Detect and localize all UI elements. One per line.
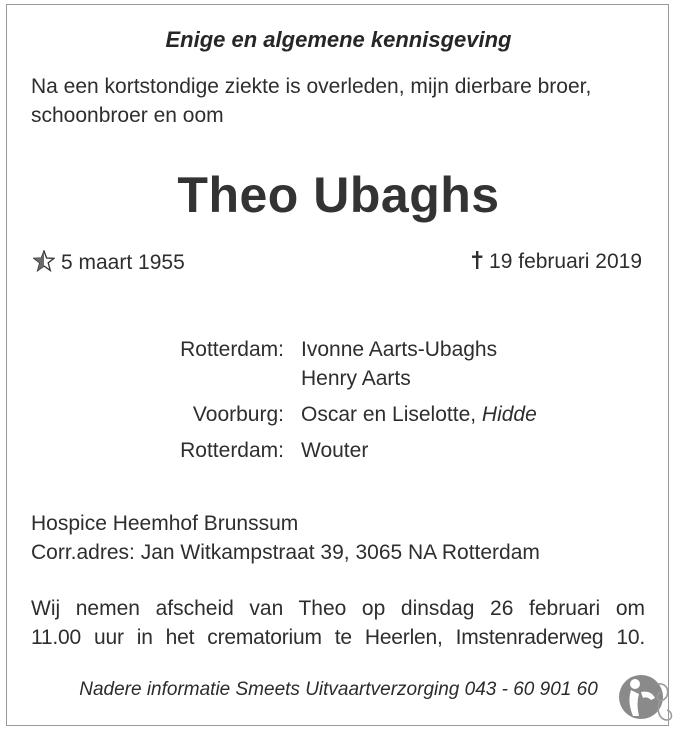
address-block [31, 509, 651, 567]
family-member-grandchild: Hidde [481, 403, 537, 426]
family-member: Wouter [301, 439, 369, 462]
birth-date-text: 5 maart 1955 [61, 251, 185, 274]
star-icon [33, 250, 55, 278]
family-row [0, 335, 677, 393]
footer-info: Nadere informatie Smeets Uitvaartverzorging 043 - 60 901 60 [79, 679, 598, 700]
family-place: Rotterdam: [180, 338, 284, 361]
memorial-logo-icon [617, 670, 675, 728]
family-member: Ivonne Aarts-Ubaghs [301, 338, 498, 361]
family-names [301, 335, 677, 393]
birth-date [33, 250, 185, 278]
farewell-line: 11.00 uur in het crematorium te Heerlen, Imstenraderweg 10. [31, 626, 645, 649]
correspondence-address: Corr.adres: Jan Witkampstraat 39, 3065 NA Rotterdam [31, 541, 540, 564]
deceased-name: Theo Ubaghs [177, 167, 500, 223]
family-names [301, 400, 677, 429]
family-place: Voorburg: [192, 403, 284, 426]
death-date-text: 19 februari 2019 [489, 250, 642, 273]
intro-text: Na een kortstondige ziekte is overleden, mijn dierbare broer, schoonbroer en oom [31, 75, 592, 127]
family-member: Henry Aarts [301, 367, 411, 390]
cross-icon [471, 250, 483, 274]
family-row [0, 436, 677, 465]
farewell-line: Wij nemen afscheid van Theo op dinsdag 26 februari om [31, 597, 645, 620]
family-place: Rotterdam: [180, 439, 284, 462]
death-date [471, 250, 642, 274]
farewell-text [31, 594, 645, 652]
hospice-line: Hospice Heemhof Brunssum [31, 512, 299, 535]
family-list [0, 335, 677, 465]
family-member: Oscar en Liselotte, [301, 403, 482, 426]
notice-heading: Enige en algemene kennisgeving [165, 27, 512, 52]
family-row [0, 400, 677, 429]
family-names [301, 436, 677, 465]
